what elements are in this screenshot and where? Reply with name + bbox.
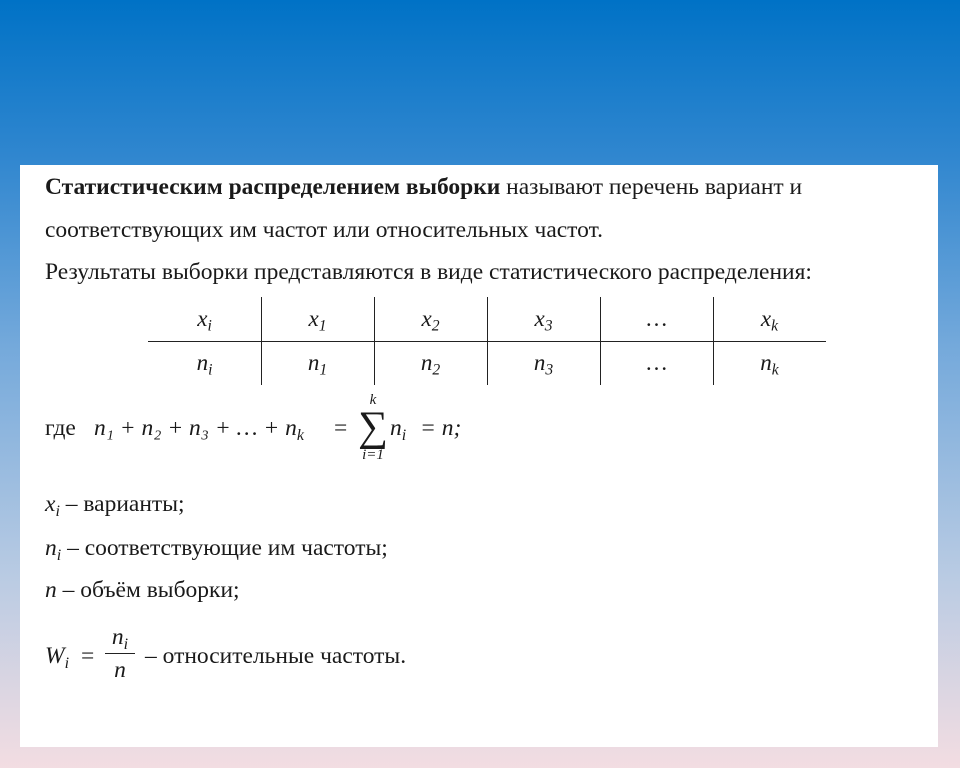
slide-content-panel <box>20 165 938 747</box>
sigma-symbol: k ∑ i=1 <box>358 392 388 463</box>
definition-line-2: соответствующих им частот или относительных частот. <box>45 217 603 243</box>
table-divider <box>487 297 488 385</box>
relative-frequency-formula <box>45 623 545 693</box>
table-cell: $n_1$ <box>307 350 328 379</box>
table-cell: $x_3$ <box>534 306 553 335</box>
table-cell: $x_i$ <box>197 306 212 335</box>
intro-line: Результаты выборки представляются в виде статистического распределения: <box>45 259 812 285</box>
definition-rest: называют перечень вариант и <box>500 174 803 200</box>
table-cell: $x_2$ <box>421 306 440 335</box>
equals-sign: = <box>81 643 95 669</box>
legend-variants: $x_i$ – варианты; <box>45 491 185 520</box>
table-cell: $n_k$ <box>760 350 779 379</box>
table-cell: $x_1$ <box>308 306 327 335</box>
sum-result: = n; <box>420 415 462 441</box>
sum-formula <box>45 393 645 473</box>
table-cell: $n_i$ <box>196 350 213 379</box>
equals-sign: = <box>334 415 348 441</box>
table-divider <box>374 297 375 385</box>
definition-line-1 <box>45 173 802 201</box>
distribution-table <box>148 297 826 385</box>
table-divider <box>600 297 601 385</box>
w-variable: $W_i$ <box>45 643 70 672</box>
table-cell: $n_2$ <box>420 350 441 379</box>
table-cell: … <box>645 306 668 331</box>
table-divider <box>261 297 262 385</box>
sum-expression: n₁ + n₂ + n₃ + … + $n_k$ <box>94 415 304 444</box>
legend-frequencies: $n_i$ – соответствующие им частоты; <box>45 535 388 564</box>
table-cell: $x_k$ <box>760 306 779 335</box>
where-word: где <box>45 415 76 441</box>
table-cell: … <box>645 350 668 375</box>
table-divider <box>713 297 714 385</box>
legend-sample-size: n – объём выборки; <box>45 577 240 603</box>
table-cell: $n_3$ <box>533 350 554 379</box>
relative-frequency-text: – относительные частоты. <box>145 643 407 669</box>
fraction-bar <box>105 653 135 654</box>
definition-term: Статистическим распределением выборки <box>45 174 501 200</box>
fraction: $n_i$ n <box>105 623 135 684</box>
sum-term: $n_i$ <box>390 415 407 444</box>
